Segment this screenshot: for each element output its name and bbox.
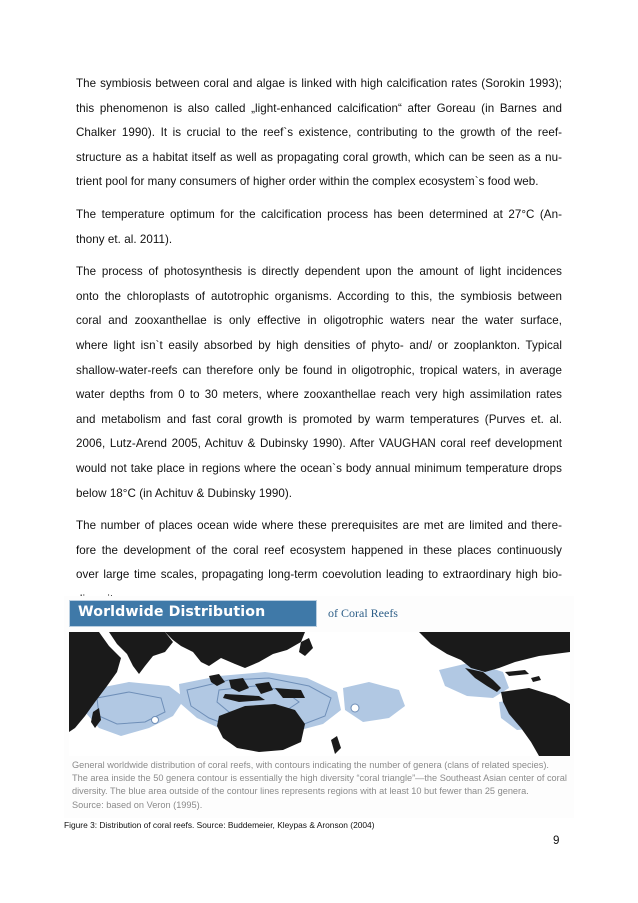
text-line: and metabolism and fast coral growth is promoted by warm temperatures (Purves et. al.	[76, 412, 562, 426]
text-line: this phenomenon is also called „light-enhanced calcification“ after Goreau (in Barnes and	[76, 101, 562, 115]
caption-line: General worldwide distribution of coral reefs, with contours indicating the number of genera (clans of related species).	[72, 760, 549, 770]
text-line: coral and zooxanthellae is only effective in oligotrophic waters near the water surface,	[76, 314, 562, 328]
coral-reef-map-figure	[64, 596, 574, 818]
caption-line: The area inside the 50 genera contour is essentially the high diversity “coral triangle”—the Southeast Asian center of coral	[72, 773, 567, 784]
body-text	[76, 72, 562, 620]
paragraph-2	[76, 203, 562, 252]
text-line: would not take place in regions where the ocean`s body annual minimum temperature drops	[76, 461, 562, 475]
caption-line: diversity. The blue area outside of the contour lines represents regions with at least 10 but fewer than 25 genera.	[72, 786, 529, 797]
text-line: water depths from 0 to 30 meters, where zooxanthellae reach very high assimilation rates	[76, 388, 562, 402]
figure-title: Worldwide Distribution	[78, 604, 266, 620]
text-line: The symbiosis between coral and algae is linked with high calcification rates (Sorokin 1993);	[76, 77, 562, 90]
figure-inline-caption	[72, 759, 570, 812]
paragraph-1	[76, 72, 562, 195]
text-line: shallow-water-reefs can therefore only be found in oligotrophic, tropical waters, in average	[76, 363, 562, 377]
text-line: structure as a habitat itself as well as propagating coral growth, which can be seen as a nu-	[76, 150, 562, 164]
world-map-image	[69, 632, 570, 756]
text-line: thony et. al. 2011).	[76, 232, 173, 246]
page-number: 9	[553, 834, 560, 847]
text-line: 2006, Lutz-Arend 2005, Achituv & Dubinsky 1990). After VAUGHAN coral reef development	[76, 437, 562, 451]
figure-title-banner	[69, 600, 317, 627]
caption-source: Source: based on Veron (1995).	[72, 799, 203, 810]
text-line: trient pool for many consumers of higher order within the complex ecosystem`s food web.	[76, 175, 539, 189]
text-line: The process of photosynthesis is directly dependent upon the amount of light incidences	[76, 265, 562, 279]
paragraph-3	[76, 260, 562, 506]
text-line: where light isn`t easily absorbed by high densities of phyto- and/ or zooplankton. Typical	[76, 338, 562, 352]
text-line: over large time scales, propagating long-term coevolution leading to extraordinary high bio-	[76, 568, 562, 582]
text-line: below 18°C (in Achituv & Dubinsky 1990).	[76, 486, 293, 500]
text-line: Chalker 1990). It is crucial to the reef`s existence, contributing to the growth of the reef-	[76, 126, 562, 140]
figure-subtitle: of Coral Reefs	[328, 606, 398, 620]
figure-caption: Figure 3: Distribution of coral reefs. Source: Buddemeier, Kleypas & Aronson (2004)	[64, 820, 375, 830]
text-line: fore the development of the coral reef ecosystem happened in these places continuously	[76, 543, 562, 557]
text-line: The temperature optimum for the calcification process has been determined at 27°C (An-	[76, 207, 562, 221]
text-line: The number of places ocean wide where these prerequisites are met are limited and there-	[76, 519, 562, 533]
text-line: onto the chloroplasts of autotrophic organisms. According to this, the symbiosis between	[76, 289, 562, 303]
